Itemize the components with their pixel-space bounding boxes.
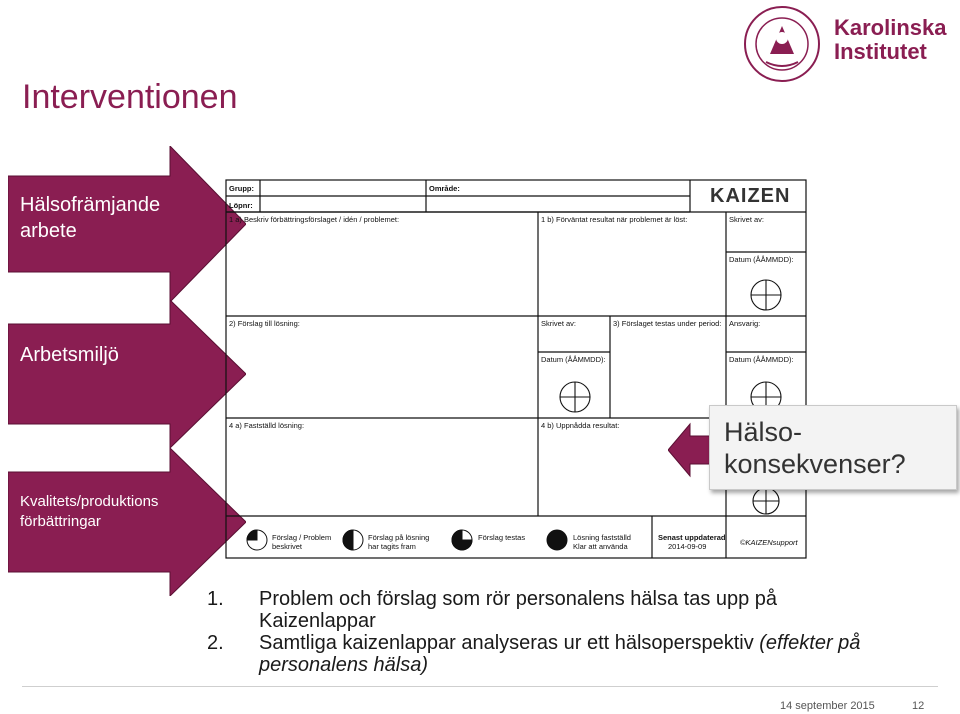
bullet-line2-em: personalens hälsa): [259, 654, 428, 676]
field-2: 2) Förslag till lösning:: [229, 319, 300, 328]
callout-arrow-icon: [668, 422, 712, 478]
bullet-line2: Kaizenlappar: [259, 610, 376, 632]
arrow-label-line1: Hälsofrämjande: [20, 194, 161, 216]
field-skrivet-av-1: Skrivet av:: [729, 215, 765, 224]
arrow-halsoframjande: [8, 146, 246, 302]
seal-icon: [742, 4, 828, 84]
legend-1-line2: beskrivet: [272, 542, 303, 551]
page-number: 12: [912, 700, 925, 712]
logo-line1: Karolinska: [834, 15, 947, 40]
callout-line2: konsekvenser?: [724, 449, 906, 479]
field-4b: 4 b) Uppnådda resultat:: [541, 421, 620, 430]
bullet-line1-em: (effekter på: [759, 632, 861, 654]
field-4a: 4 a) Fastställd lösning:: [229, 421, 305, 430]
page-title: Interventionen: [22, 78, 238, 116]
legend-4-line1: Lösning fastställd: [573, 533, 631, 542]
updated-date: 2014-09-09: [668, 542, 707, 551]
field-omrade: Område:: [429, 184, 460, 193]
logo-line2: Institutet: [834, 39, 927, 64]
footer-divider: [22, 686, 938, 687]
list-item: [207, 632, 957, 676]
field-1b: 1 b) Förväntat resultat när problemet är löst:: [541, 215, 688, 224]
bullet-list: [207, 588, 957, 676]
footer-date: 14 september 2015: [780, 700, 875, 712]
field-1a: 1 a) Beskriv förbättringsförslaget / idén / problemet:: [229, 215, 400, 224]
bullet-line1: Samtliga kaizenlappar analyseras ur ett hälsoperspektiv: [259, 632, 760, 654]
legend-2-line1: Förslag på lösning: [368, 533, 430, 542]
arrow-label-line2: förbättringar: [20, 513, 101, 530]
field-grupp: Grupp:: [229, 184, 254, 193]
field-datum-2: Datum (ÅÅMMDD):: [541, 355, 606, 364]
arrow-label-line2: arbete: [20, 220, 77, 242]
field-ansvarig: Ansvarig:: [729, 319, 761, 328]
legend-1-line1: Förslag / Problem: [272, 533, 332, 542]
field-datum-1: Datum (ÅÅMMDD):: [729, 255, 794, 264]
kaizen-form-grid: [220, 174, 810, 564]
arrow-kvalitets: [8, 448, 246, 596]
field-skrivet-av-2: Skrivet av:: [541, 319, 577, 328]
bullet-number: 2.: [207, 632, 224, 654]
kaizen-form: [220, 174, 810, 564]
bullet-number: 1.: [207, 588, 224, 610]
bullet-line1: Problem och förslag som rör personalens hälsa tas upp på: [259, 588, 778, 610]
arrow-label-line1: Arbetsmiljö: [20, 344, 119, 366]
copyright: ©KAIZENsupport: [740, 538, 798, 547]
field-3: 3) Förslaget testas under period:: [613, 319, 722, 328]
arrow-arbetsmiljo: [8, 300, 246, 448]
updated-label: Senast uppdaterad: [658, 533, 726, 542]
legend-3-line1: Förslag testas: [478, 533, 526, 542]
kaizen-heading: KAIZEN: [710, 185, 791, 207]
callout-line1: Hälso-: [724, 417, 803, 447]
callout-halsokonsekvenser: [709, 405, 957, 490]
karolinska-logo: [742, 4, 952, 84]
legend-2-line2: har tagits fram: [368, 542, 416, 551]
arrow-label-line1: Kvalitets/produktions: [20, 493, 159, 510]
field-datum-3: Datum (ÅÅMMDD):: [729, 355, 794, 364]
legend-4-line2: Klar att använda: [573, 542, 628, 551]
field-lopnr: Löpnr:: [229, 201, 253, 210]
list-item: [207, 588, 957, 632]
